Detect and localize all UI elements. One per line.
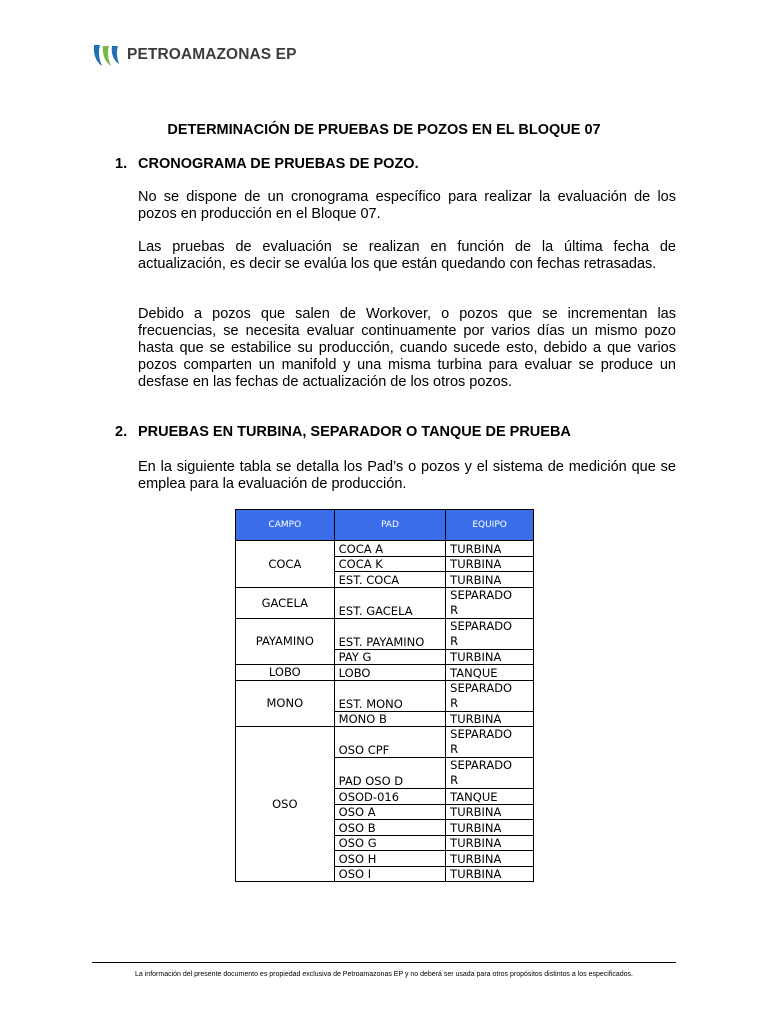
logo-text: PETROAMAZONAS EP [127,46,297,63]
cell-equipo [446,758,534,789]
cell-text-line: R [450,695,459,710]
cell-campo: PAYAMINO [236,618,335,665]
cell-pad: EST. MONO [334,680,446,711]
cell-pad: OSOD-016 [334,789,446,805]
section-title: CRONOGRAMA DE PRUEBAS DE POZO. [138,156,419,172]
cell-pad: OSO B [334,820,446,836]
cell-pad: COCA A [334,541,446,557]
footer-divider [92,962,676,963]
cell-equipo: TURBINA [446,866,534,882]
column-header-pad: PAD [334,510,446,541]
cell-text-line: SEPARADO [450,680,513,695]
column-header-equipo: EQUIPO [446,510,534,541]
paragraph: No se dispone de un cronograma específico para realizar la evaluación de los pozos en producción en el Bloque 07. [138,189,676,222]
cell-text-line: R [450,602,459,617]
cell-equipo [446,680,534,711]
cell-pad: PAY G [334,649,446,665]
cell-pad: EST. COCA [334,572,446,588]
cell-pad: LOBO [334,665,446,681]
cell-text-line: R [450,742,459,756]
measurement-table [235,509,534,882]
cell-equipo [446,727,534,758]
cell-pad: OSO A [334,804,446,820]
cell-equipo: TURBINA [446,556,534,572]
section-2-heading [115,424,571,440]
cell-equipo: TURBINA [446,835,534,851]
cell-campo: MONO [236,680,335,727]
paragraph: Debido a pozos que salen de Workover, o pozos que se incrementan las frecuencias, se necesita evaluar continuamente por varios días un mismo pozo hasta que se estabilice su producción, cuando sucede esto, debido a que varios pozos comparten un manifold y una misma turbina para evaluar se produce un desfase en las fechas de actualización de los otros pozos. [138,306,676,390]
cell-pad: OSO H [334,851,446,867]
cell-campo: GACELA [236,587,335,618]
table-header-row [236,510,534,541]
table-row [236,541,534,557]
table-row [236,680,534,711]
cell-text-line: SEPARADO [450,618,513,633]
cell-pad: OSO I [334,866,446,882]
cell-equipo: TURBINA [446,572,534,588]
paragraph: En la siguiente tabla se detalla los Pad’s o pozos y el sistema de medición que se emplea para la evaluación de producción. [138,459,676,492]
cell-text-line: R [450,773,459,787]
cell-equipo: TURBINA [446,541,534,557]
cell-equipo: TURBINA [446,804,534,820]
document-title: DETERMINACIÓN DE PRUEBAS DE POZOS EN EL BLOQUE 07 [167,122,601,138]
table-row [236,727,534,758]
table-row [236,618,534,649]
paragraph: Las pruebas de evaluación se realizan en función de la última fecha de actualización, es decir se evalúa los que están quedando con fechas retrasadas. [138,239,676,272]
cell-text-line: SEPARADO [450,727,513,741]
cell-equipo [446,618,534,649]
cell-equipo: TURBINA [446,711,534,727]
header [92,40,297,70]
cell-equipo: TANQUE [446,789,534,805]
cell-equipo: TURBINA [446,649,534,665]
cell-pad: OSO G [334,835,446,851]
table-row [236,587,534,618]
section-number: 2. [115,424,128,440]
cell-campo: LOBO [236,665,335,681]
cell-pad: COCA K [334,556,446,572]
table-row [236,665,534,681]
column-header-campo: CAMPO [236,510,335,541]
cell-pad: OSO CPF [334,727,446,758]
cell-equipo: TURBINA [446,820,534,836]
cell-text-line: SEPARADO [450,758,513,772]
cell-campo: COCA [236,541,335,588]
cell-text-line: R [450,633,459,648]
cell-equipo: TURBINA [446,851,534,867]
petroamazonas-logo-icon [92,42,122,68]
cell-pad: PAD OSO D [334,758,446,789]
footer-disclaimer: La información del presente documento es propiedad exclusiva de Petroamazonas EP y no deberá ser usada para otros propósitos distintos a los especificados. [135,971,633,978]
cell-campo: OSO [236,727,335,882]
cell-pad: EST. PAYAMINO [334,618,446,649]
section-number: 1. [115,156,128,172]
cell-pad: MONO B [334,711,446,727]
section-title: PRUEBAS EN TURBINA, SEPARADOR O TANQUE DE PRUEBA [138,424,571,440]
section-1-heading [115,156,419,172]
cell-equipo [446,587,534,618]
cell-pad: EST. GACELA [334,587,446,618]
cell-equipo: TANQUE [446,665,534,681]
cell-text-line: SEPARADO [450,587,513,602]
